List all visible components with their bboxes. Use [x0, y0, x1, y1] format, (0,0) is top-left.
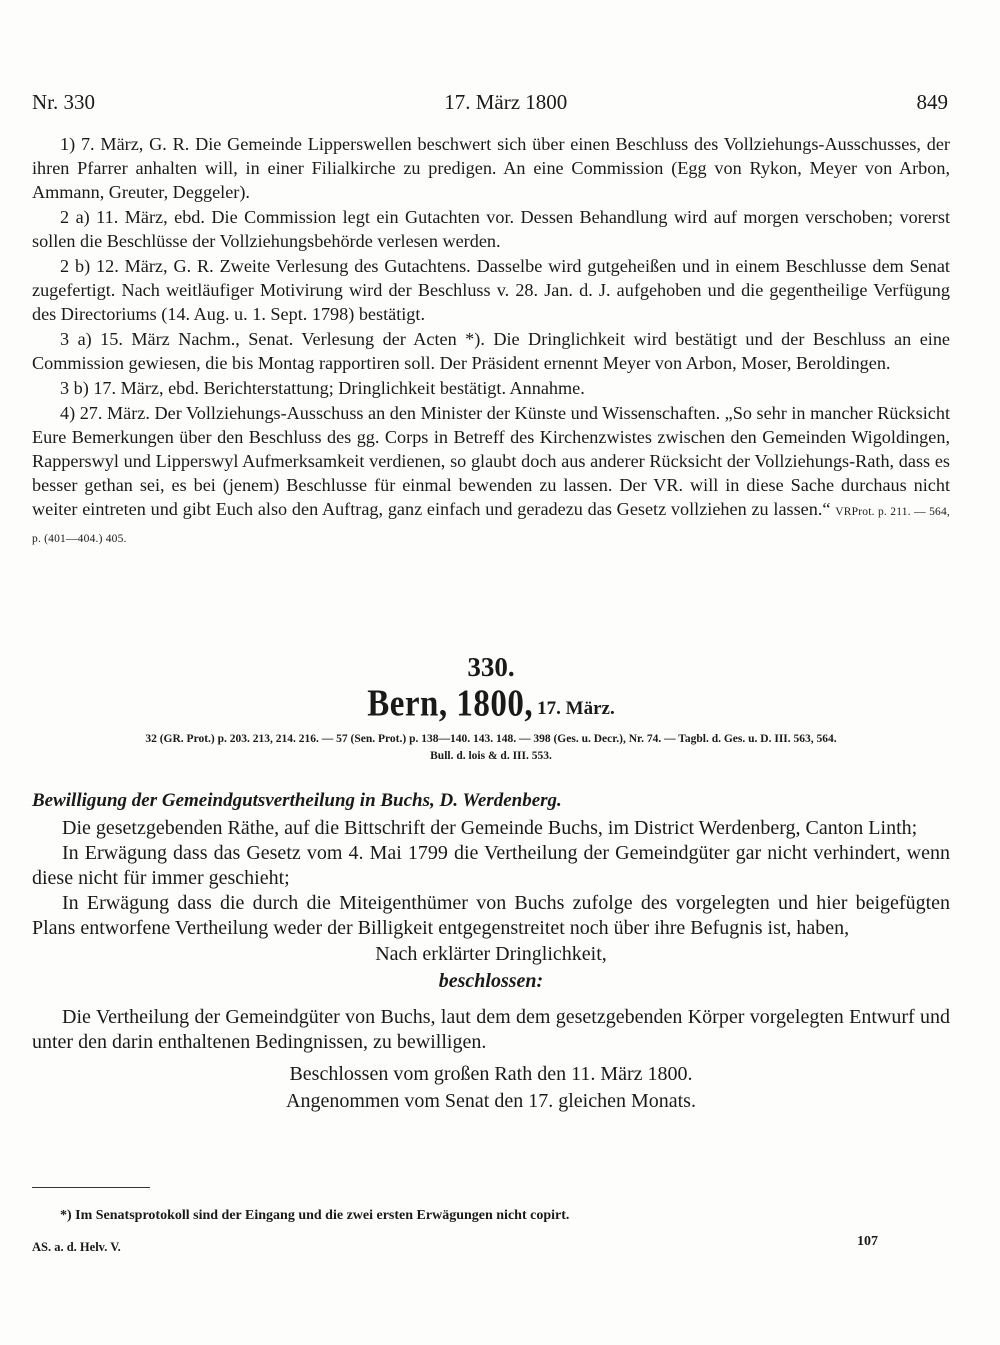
document-body — [32, 776, 950, 1115]
document-place-year: Bern, 1800, — [367, 683, 534, 725]
document-subject: Bewilligung der Gemeindgutsvertheilung in Buchs, D. Werdenberg. — [32, 790, 562, 811]
references-line-1: 32 (GR. Prot.) p. 203. 213, 214. 216. — 57 (Sen. Prot.) p. 138—140. 143. 148. — 398 (Ges. u. Decr.), Nr. 74. — Tagbl. d. Ges. u. D. III. 563, 564. — [145, 733, 837, 745]
page-header — [32, 90, 948, 115]
protocol-entries — [32, 132, 950, 552]
entry-1: 1) 7. März, G. R. Die Gemeinde Lipperswellen beschwert sich über einen Beschluss des Vollziehungs-Ausschusses, der ihren Pfarrer anhalten will, in einer Filialkirche zu predigen. An eine Commission (Egg von Rykon, Meyer von Arbon, Ammann, Greuter, Deggeler). — [32, 134, 950, 202]
header-number: Nr. 330 — [32, 90, 95, 114]
urgency-line: Nach erklärter Dringlichkeit, — [375, 943, 607, 965]
document-number: 330. — [467, 652, 515, 682]
document-date: 17. März. — [537, 698, 615, 719]
document-heading — [32, 652, 950, 765]
entry-2b: 2 b) 12. März, G. R. Zweite Verlesung des Gutachtens. Dasselbe wird gutgeheißen und in einem Beschlusse dem Senat zugefertigt. Nach weitläufiger Motivirung wird der Beschluss v. 28. Jan. d. J. aufgehoben und die gegentheilige Verfügung des Directoriums (14. Aug. u. 1. Sept. 1798) bestätigt. — [32, 256, 950, 324]
entry-2a: 2 a) 11. März, ebd. Die Commission legt ein Gutachten vor. Dessen Behandlung wird auf morgen verschoben; vorerst sollen die Beschlüsse der Vollziehungsbehörde verlesen werden. — [32, 207, 950, 251]
footnote: *) Im Senatsprotokoll sind der Eingang und die zwei ersten Erwägungen nicht copirt. — [60, 1208, 570, 1223]
entry-3b: 3 b) 17. März, ebd. Berichterstattung; Dringlichkeit bestätigt. Annahme. — [60, 378, 585, 398]
entry-4-reference: VRProt. p. 211. — 564, p. (401—404.) 405. — [32, 506, 951, 545]
body-consideration-2: In Erwägung dass die durch die Miteigenthümer von Buchs zufolge des vorgelegten und hier beigefügten Plans entworfene Vertheilung weder der Billigkeit entgegenstreitet noch über ihre Befugnis ist, haben, — [32, 892, 950, 939]
body-consideration-1: In Erwägung dass das Gesetz vom 4. Mai 1799 die Vertheilung der Gemeindgüter gar nicht verhindert, wenn diese nicht für immer geschieht; — [32, 842, 950, 889]
closing-line-1: Beschlossen vom großen Rath den 11. März 1800. — [289, 1063, 693, 1085]
footer-sheet-number: 107 — [857, 1234, 878, 1249]
body-preamble: Die gesetzgebenden Räthe, auf die Bittschrift der Gemeinde Buchs, im District Werdenberg, Canton Linth; — [62, 817, 918, 839]
footnote-rule — [32, 1187, 150, 1188]
entry-4-text: 4) 27. März. Der Vollziehungs-Ausschuss an den Minister der Künste und Wissenschaften. „So sehr in mancher Rücksicht Eure Bemerkungen über den Beschluss des gg. Corps in Betreff des Kirchenzwistes zwischen den Gemeinden Wigoldingen, Rapperswyl und Lipperswyl Aufmerksamkeit verdienen, so glaubt doch aus anderer Rücksicht der Vollziehungs-Rath, dass es besser gethan sei, es bei (jenem) Beschlusse für einmal bewenden zu lassen. Der VR. will in diese Sache durchaus nicht weiter eintreten und gibt Euch also den Auftrag, ganz einfach und geradezu das Gesetz vollziehen zu lassen.“ — [32, 403, 950, 519]
resolved-line: beschlossen: — [438, 970, 544, 992]
entry-3a: 3 a) 15. März Nachm., Senat. Verlesung der Acten *). Die Dringlichkeit wird bestätigt und der Beschluss an eine Commission gewiesen, die bis Montag rapportiren soll. Der Präsident ernennt Meyer von Arbon, Moser, Beroldingen. — [32, 329, 950, 373]
document-title-line — [32, 683, 950, 731]
header-page-number: 849 — [916, 90, 948, 114]
entry-4 — [32, 401, 950, 551]
resolution-text: Die Vertheilung der Gemeindgüter von Buchs, laut dem dem gesetzgebenden Körper vorgelegten Entwurf und unter den darin enthaltenen Bedingnissen, zu bewilligen. — [32, 1006, 950, 1053]
header-date: 17. März 1800 — [444, 90, 568, 114]
references-line-2: Bull. d. lois & d. III. 553. — [430, 750, 552, 762]
footer-source: AS. a. d. Helv. V. — [32, 1240, 121, 1254]
closing-line-2: Angenommen vom Senat den 17. gleichen Monats. — [286, 1090, 696, 1112]
